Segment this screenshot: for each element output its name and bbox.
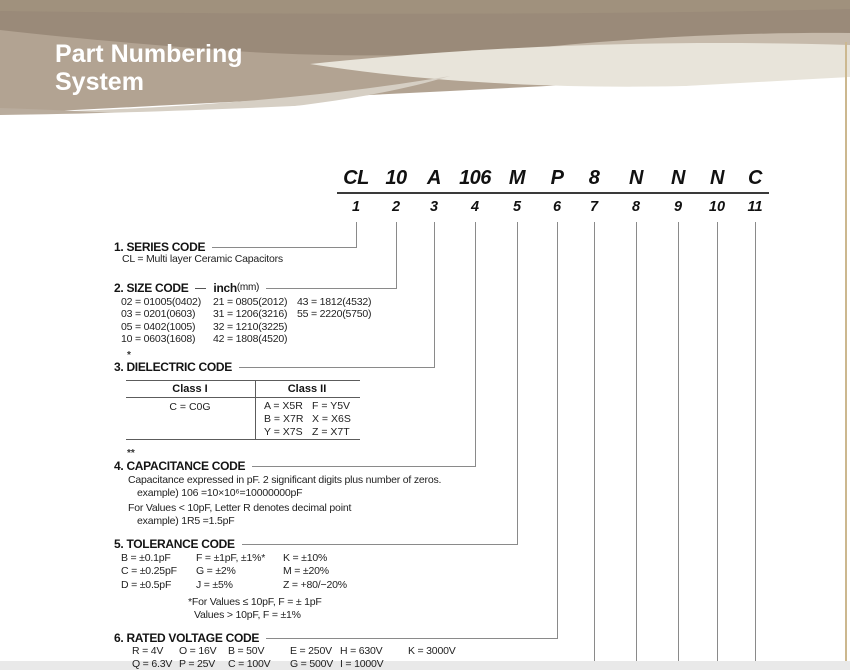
section-capacitance <box>114 459 476 473</box>
class2-values-column-1 <box>264 400 303 439</box>
part-number-segment-2: 10 <box>385 167 407 189</box>
leader-line-7 <box>594 222 595 661</box>
position-number-6: 6 <box>552 199 562 215</box>
voltage-item: E = 250V <box>290 645 332 657</box>
voltage-item: B = 50V <box>228 645 265 657</box>
table-bottom-border <box>126 439 360 440</box>
tolerance-item: D = ±0.5pF <box>121 578 172 591</box>
size-code-item: 05 = 0402(1005) <box>121 320 196 333</box>
dielectric-leader-line <box>239 367 435 368</box>
leader-line-10 <box>717 222 718 661</box>
table-top-border <box>126 380 360 381</box>
size-code-item: 31 = 1206(3216) <box>213 308 288 321</box>
voltage-item: K = 3000V <box>408 645 456 657</box>
table-column-divider <box>255 380 256 439</box>
tolerance-item: C = ±0.25pF <box>121 565 177 578</box>
capacitance-line-4: example) 1R5 =1.5pF <box>137 515 235 527</box>
leader-line-9 <box>678 222 679 661</box>
size-code-column-1 <box>121 296 201 346</box>
voltage-item: C = 100V <box>228 658 271 670</box>
capacitance-line-1: Capacitance expressed in pF. 2 significant digits plus number of zeros. <box>128 474 442 486</box>
tolerance-item: K = ±10% <box>283 552 328 564</box>
size-code-column-3 <box>297 296 371 321</box>
section-dielectric-title: 3. DIELECTRIC CODE <box>114 360 232 374</box>
capacitance-leader-line <box>252 466 476 467</box>
tolerance-item: F = ±1pF, ±1%* <box>196 552 266 564</box>
tolerance-leader-line <box>242 544 518 545</box>
part-number-segment-6: P <box>550 167 564 189</box>
dielectric-code-item: Z = X7T <box>312 426 350 438</box>
size-leader-line <box>266 288 397 289</box>
leader-line-11 <box>755 222 756 661</box>
class1-header: Class I <box>172 383 208 395</box>
leader-line-8 <box>636 222 637 661</box>
tolerance-item: Z = +80/−20% <box>283 578 347 591</box>
section-size <box>114 281 397 295</box>
position-number-4: 4 <box>470 199 480 215</box>
section-size-title: 2. SIZE CODE <box>114 281 189 295</box>
table-header-border <box>126 397 360 398</box>
leader-line-5 <box>517 222 518 544</box>
position-number-8: 8 <box>631 199 641 215</box>
tolerance-item: B = ±0.1pF <box>121 552 171 564</box>
tolerance-item: G = ±2% <box>196 565 236 578</box>
capacitance-line-2: example) 106 =10×10⁶=10000000pF <box>137 487 303 499</box>
voltage-item: P = 25V <box>179 658 216 670</box>
series-leader-line <box>212 247 357 248</box>
capacitance-note-mark: ** <box>127 448 135 459</box>
section-series <box>114 240 357 254</box>
part-number-segment-5: M <box>508 167 526 189</box>
series-description: CL = Multi layer Ceramic Capacitors <box>122 253 283 265</box>
page-title-line2: System <box>55 68 144 96</box>
size-code-item: 32 = 1210(3225) <box>213 320 288 333</box>
class2-values-column-2 <box>312 400 351 439</box>
part-number-segment-8: N <box>629 167 643 189</box>
tolerance-item: M = ±20% <box>283 565 329 578</box>
position-number-1: 1 <box>351 199 361 215</box>
size-code-item: 55 = 2220(5750) <box>297 308 372 321</box>
part-number-segment-4: 106 <box>459 167 491 189</box>
tolerance-column-1 <box>121 552 177 592</box>
part-number-segment-7: 8 <box>588 167 600 189</box>
voltage-item: Q = 6.3V <box>132 658 173 670</box>
tolerance-item: J = ±5% <box>196 578 233 591</box>
header-banner <box>0 0 850 126</box>
page-title-line1: Part Numbering <box>55 40 243 68</box>
leader-line-3 <box>434 222 435 367</box>
class2-header: Class II <box>287 383 327 395</box>
section-dielectric <box>114 360 435 374</box>
position-number-10: 10 <box>708 199 726 215</box>
position-number-11: 11 <box>747 199 763 215</box>
part-number-segment-1: CL <box>343 167 369 189</box>
tolerance-column-2 <box>196 552 265 592</box>
size-unit-label: inch <box>213 281 237 295</box>
part-number-underline <box>337 192 769 194</box>
position-number-5: 5 <box>512 199 522 215</box>
part-number-segment-3: A <box>427 167 441 189</box>
dielectric-code-item: A = X5R <box>264 400 303 412</box>
voltage-leader-line <box>266 638 558 639</box>
part-number-segment-11: C <box>748 167 762 189</box>
capacitance-line-3: For Values < 10pF, Letter R denotes decimal point <box>128 502 352 514</box>
dielectric-note-mark: * <box>127 350 131 361</box>
voltage-item: O = 16V <box>179 645 217 657</box>
class1-value: C = C0G <box>169 401 211 413</box>
dielectric-code-item: B = X7R <box>264 413 304 425</box>
leader-line-2 <box>396 222 397 288</box>
tolerance-column-3 <box>283 552 347 592</box>
position-number-2: 2 <box>391 199 401 215</box>
size-code-item: 02 = 01005(0402) <box>121 296 201 308</box>
dielectric-code-item: Y = X7S <box>264 426 303 438</box>
voltage-item: H = 630V <box>340 645 383 657</box>
size-code-item: 21 = 0805(2012) <box>213 296 288 308</box>
dielectric-code-item: X = X6S <box>312 413 351 425</box>
tolerance-note-1: *For Values ≤ 10pF, F = ± 1pF <box>188 596 322 608</box>
section-tolerance-title: 5. TOLERANCE CODE <box>114 537 235 551</box>
section-voltage <box>114 631 558 645</box>
position-number-3: 3 <box>429 199 439 215</box>
section-capacitance-title: 4. CAPACITANCE CODE <box>114 459 246 473</box>
leader-line-4 <box>475 222 476 466</box>
size-code-item: 10 = 0603(1608) <box>121 333 196 346</box>
position-number-9: 9 <box>673 199 683 215</box>
tolerance-note-2: Values > 10pF, F = ±1% <box>194 609 301 621</box>
page-accent-border <box>845 42 847 661</box>
size-dash <box>195 288 206 289</box>
position-number-7: 7 <box>589 199 599 215</box>
size-unit-suffix: (mm) <box>236 282 260 293</box>
size-code-item: 42 = 1808(4520) <box>213 333 288 346</box>
voltage-item: R = 4V <box>132 645 164 657</box>
size-code-item: 43 = 1812(4532) <box>297 296 372 308</box>
leader-line-6 <box>557 222 558 638</box>
section-tolerance <box>114 537 518 551</box>
size-code-item: 03 = 0201(0603) <box>121 308 196 321</box>
voltage-item: G = 500V <box>290 658 334 670</box>
part-number-segment-10: N <box>710 167 724 189</box>
section-voltage-title: 6. RATED VOLTAGE CODE <box>114 631 260 645</box>
dielectric-code-item: F = Y5V <box>312 400 351 412</box>
part-number-segment-9: N <box>671 167 685 189</box>
voltage-item: I = 1000V <box>340 658 384 670</box>
section-series-title: 1. SERIES CODE <box>114 240 206 254</box>
size-code-column-2 <box>213 296 287 346</box>
